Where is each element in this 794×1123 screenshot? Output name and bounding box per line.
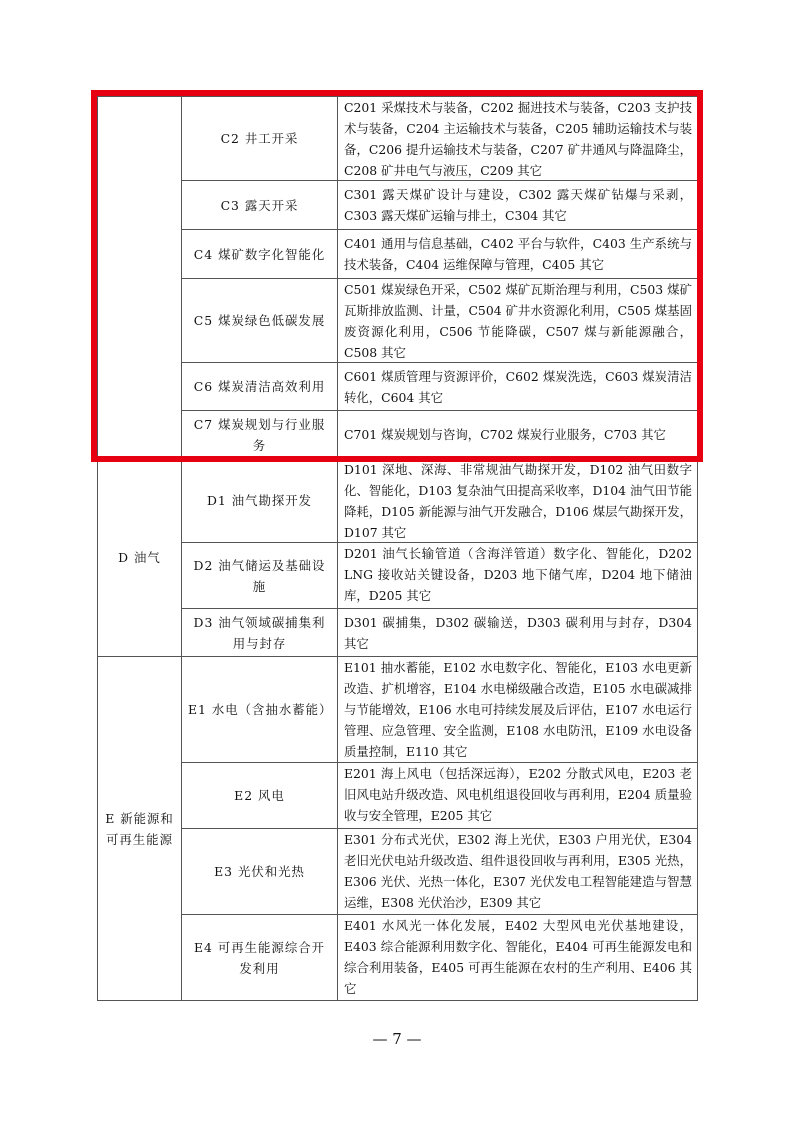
description-text: D301 碳捕集，D302 碳输送，D303 碳利用与封存，D304 其它	[344, 614, 692, 651]
category-label: E 新能源和可再生能源	[105, 810, 174, 847]
description-text: E301 分布式光伏，E302 海上光伏，E303 户用光伏，E304 老旧光伏电站升级改造、组件退役回收与再利用，E305 光热，E306 光伏、光热一体化，E307 光伏发电工程智能建造与智慧运维，E308 光伏治沙，E309 其它	[344, 832, 692, 910]
page-number: — 7 —	[372, 1030, 422, 1048]
description-text: E201 海上风电（包括深远海），E202 分散式风电，E203 老旧风电站升级改造、风电机组退役回收与再利用，E204 质量验收与安全管理，E205 其它	[344, 766, 692, 823]
subcategory-cell	[182, 279, 338, 363]
description-text: C701 煤炭规划与咨询，C702 煤炭行业服务，C703 其它	[344, 427, 666, 442]
subcategory-cell	[182, 97, 338, 181]
subcategory-cell	[182, 363, 338, 411]
description-cell	[338, 657, 698, 763]
subcategory-cell	[182, 230, 338, 279]
description-text: C401 通用与信息基础，C402 平台与软件，C403 生产系统与技术装备，C404 运维保障与管理，C405 其它	[344, 236, 692, 272]
subcategory-label: D2 油气储运及基础设施	[193, 557, 326, 594]
category-label: D 油气	[118, 550, 161, 565]
category-cell-d	[98, 459, 182, 657]
subcategory-cell	[182, 763, 338, 829]
description-cell	[338, 543, 698, 609]
description-text: D101 深地、深海、非常规油气勘探开发，D102 油气田数字化、智能化，D103 复杂油气田提高采收率，D104 油气田节能降耗，D105 新能源与油气开发融合，D106 煤层气勘探开发，D107 其它	[344, 462, 692, 540]
description-text: C201 采煤技术与装备，C202 掘进技术与装备，C203 支护技术与装备，C204 主运输技术与装备，C205 辅助运输技术与装备，C206 提升运输技术与装备，C207 矿井通风与降温降尘，C208 矿井电气与液压，C209 其它	[344, 100, 692, 178]
subcategory-cell	[182, 829, 338, 915]
category-cell-e	[98, 657, 182, 1001]
subcategory-label: E4 可再生能源综合开发利用	[194, 939, 325, 976]
description-cell	[338, 763, 698, 829]
subcategory-label: E2 风电	[234, 788, 285, 803]
subcategory-label: E3 光伏和光热	[214, 864, 305, 879]
category-cell-c	[98, 97, 182, 459]
description-cell	[338, 181, 698, 230]
description-cell	[338, 230, 698, 279]
subcategory-label: D1 油气勘探开发	[206, 493, 313, 508]
description-cell	[338, 915, 698, 1001]
subcategory-cell	[182, 543, 338, 609]
description-cell	[338, 829, 698, 915]
description-text: E101 抽水蓄能，E102 水电数字化、智能化，E103 水电更新改造、扩机增容，E104 水电梯级融合改造，E105 水电碳减排与节能增效，E106 水电可持续发展及后评估，E107 水电运行管理、应急管理、安全监测，E108 水电防汛，E109 水电设备质量控制，E110 其它	[344, 660, 692, 759]
description-text: D201 油气长输管道（含海洋管道）数字化、智能化，D202 LNG 接收站关键设备，D203 地下储气库，D204 地下储油库，D205 其它	[344, 546, 692, 603]
subcategory-cell	[182, 459, 338, 543]
description-cell	[338, 609, 698, 657]
subcategory-cell	[182, 609, 338, 657]
subcategory-cell	[182, 411, 338, 459]
subcategory-label: C5 煤炭绿色低碳发展	[193, 313, 326, 328]
description-text: C301 露天煤矿设计与建设，C302 露天煤矿钻爆与采剥，C303 露天煤矿运输与排土，C304 其它	[344, 187, 692, 223]
description-text: E401 水风光一体化发展，E402 大型风电光伏基地建设，E403 综合能源利用数字化、智能化，E404 可再生能源发电和综合利用装备，E405 可再生能源在农村的生产利用、E406 其它	[344, 918, 692, 996]
subcategory-cell	[182, 181, 338, 230]
subcategory-label: E1 水电（含抽水蓄能）	[188, 702, 333, 717]
subcategory-label: D3 油气领域碳捕集利用与封存	[193, 614, 326, 651]
subcategory-label: C6 煤炭清洁高效利用	[193, 379, 326, 394]
description-text: C501 煤炭绿色开采，C502 煤矿瓦斯治理与利用，C503 煤矿瓦斯排放监测、计量，C504 矿井水资源化利用，C505 煤基固废资源化利用，C506 节能降碳，C507 煤与新能源融合，C508 其它	[344, 282, 692, 360]
subcategory-cell	[182, 915, 338, 1001]
subcategory-label: C2 井工开采	[220, 131, 299, 146]
description-cell	[338, 363, 698, 411]
description-cell	[338, 411, 698, 459]
subcategory-label: C4 煤矿数字化智能化	[193, 246, 326, 262]
description-text: C601 煤质管理与资源评价，C602 煤炭洗选，C603 煤炭清洁转化，C604 其它	[344, 368, 692, 405]
description-cell	[338, 97, 698, 181]
subcategory-label: C3 露天开采	[220, 197, 299, 213]
category-table	[97, 96, 697, 1001]
subcategory-cell	[182, 657, 338, 763]
subcategory-label: C7 煤炭规划与行业服务	[193, 416, 326, 453]
description-cell	[338, 459, 698, 543]
description-cell	[338, 279, 698, 363]
